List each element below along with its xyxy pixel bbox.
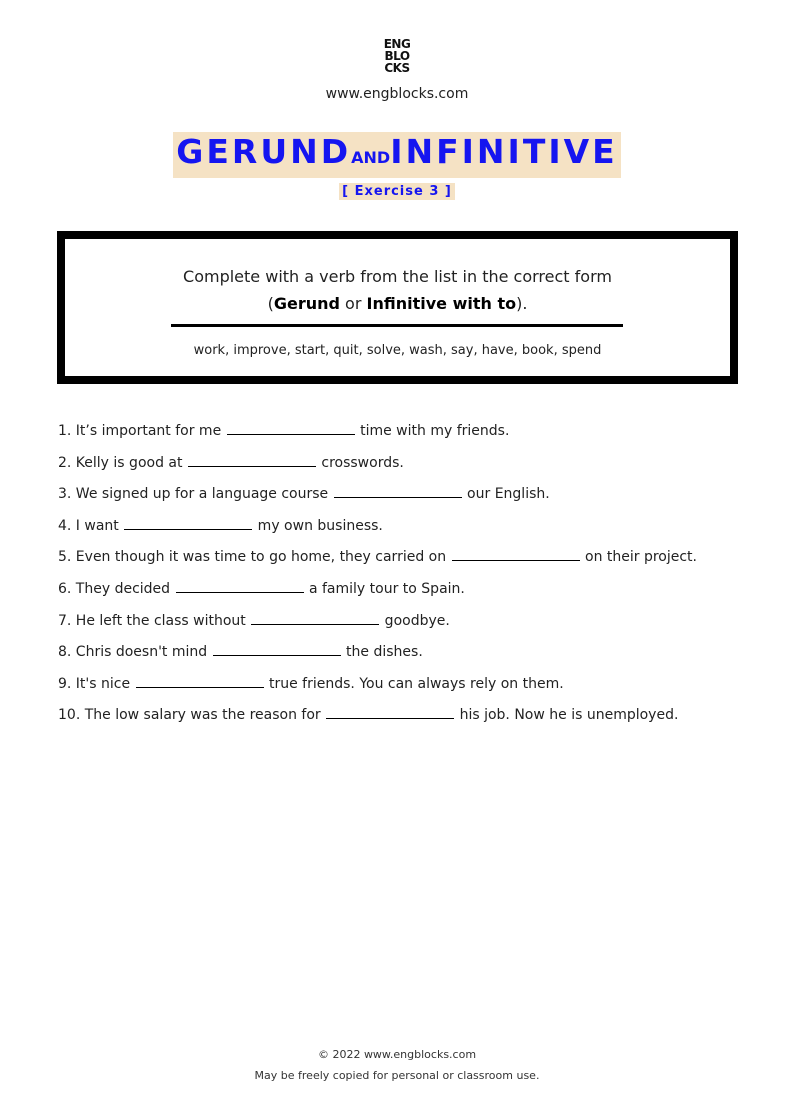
item-text-before: 2. Kelly is good at bbox=[58, 454, 187, 471]
item-text-before: 7. He left the class without bbox=[58, 612, 251, 629]
exercise-item bbox=[58, 704, 758, 736]
item-text-after: a family tour to Spain. bbox=[304, 580, 465, 597]
word-list: work, improve, start, quit, solve, wash, say, have, book, spend bbox=[193, 343, 602, 358]
answer-blank[interactable] bbox=[452, 546, 580, 561]
title-part-1: GERUND bbox=[176, 132, 352, 171]
item-text-before: 5. Even though it was time to go home, they carried on bbox=[58, 549, 451, 566]
open-paren: ( bbox=[267, 294, 274, 313]
answer-blank[interactable] bbox=[188, 452, 316, 467]
page-footer bbox=[0, 1044, 794, 1086]
exercise-items bbox=[58, 420, 758, 736]
exercise-item bbox=[58, 578, 758, 610]
footer-license: May be freely copied for personal or classroom use. bbox=[254, 1069, 540, 1082]
exercise-item bbox=[58, 420, 758, 452]
item-text-after: goodbye. bbox=[380, 612, 450, 629]
close-paren: ). bbox=[516, 294, 528, 313]
exercise-item bbox=[58, 452, 758, 484]
item-text-after: on their project. bbox=[580, 549, 697, 566]
exercise-item bbox=[58, 515, 758, 547]
item-text-before: 8. Chris doesn't mind bbox=[58, 644, 212, 661]
footer-copyright: © 2022 www.engblocks.com bbox=[317, 1048, 477, 1061]
divider-line bbox=[171, 324, 623, 327]
answer-blank[interactable] bbox=[334, 483, 462, 498]
item-text-after: our English. bbox=[462, 486, 550, 503]
item-text-before: 4. I want bbox=[58, 517, 124, 534]
item-text-before: 10. The low salary was the reason for bbox=[58, 707, 326, 724]
infinitive-label: Infinitive with to bbox=[366, 294, 517, 313]
title-container bbox=[0, 132, 794, 178]
item-text-after: my own business. bbox=[253, 517, 383, 534]
instructions-line-2 bbox=[65, 290, 730, 317]
instructions-line-1: Complete with a verb from the list in the correct form bbox=[183, 267, 612, 286]
gerund-label: Gerund bbox=[273, 294, 340, 313]
item-text-after: his job. Now he is unemployed. bbox=[455, 707, 679, 724]
answer-blank[interactable] bbox=[251, 610, 379, 625]
logo-line-3: CKS bbox=[384, 61, 410, 75]
exercise-label: [ Exercise 3 ] bbox=[339, 183, 455, 200]
exercise-item bbox=[58, 483, 758, 515]
item-text-after: the dishes. bbox=[341, 644, 423, 661]
answer-blank[interactable] bbox=[213, 641, 341, 656]
instructions-box bbox=[57, 231, 738, 384]
exercise-item bbox=[58, 641, 758, 673]
worksheet-title bbox=[173, 132, 620, 178]
item-text-after: crosswords. bbox=[316, 454, 404, 471]
instructions-text bbox=[65, 263, 730, 317]
answer-blank[interactable] bbox=[176, 578, 304, 593]
or-text: or bbox=[339, 294, 367, 313]
engblocks-logo bbox=[0, 38, 794, 74]
logo-line-1: ENG bbox=[383, 37, 411, 51]
answer-blank[interactable] bbox=[136, 673, 264, 688]
item-text-after: time with my friends. bbox=[355, 423, 510, 439]
item-text-after: true friends. You can always rely on them. bbox=[264, 675, 564, 692]
exercise-item bbox=[58, 673, 758, 705]
answer-blank[interactable] bbox=[227, 420, 355, 435]
item-text-before: 1. It’s important for me bbox=[58, 423, 226, 439]
exercise-container bbox=[0, 180, 794, 200]
item-text-before: 3. We signed up for a language course bbox=[58, 486, 333, 503]
exercise-item bbox=[58, 610, 758, 642]
site-url[interactable]: www.engblocks.com bbox=[325, 86, 469, 102]
item-text-before: 9. It's nice bbox=[58, 675, 135, 692]
title-and: AND bbox=[351, 148, 391, 167]
exercise-item bbox=[58, 546, 758, 578]
answer-blank[interactable] bbox=[124, 515, 252, 530]
logo-line-2: BLO bbox=[384, 49, 410, 63]
title-part-2: INFINITIVE bbox=[390, 132, 618, 171]
item-text-before: 6. They decided bbox=[58, 580, 175, 597]
answer-blank[interactable] bbox=[326, 704, 454, 719]
